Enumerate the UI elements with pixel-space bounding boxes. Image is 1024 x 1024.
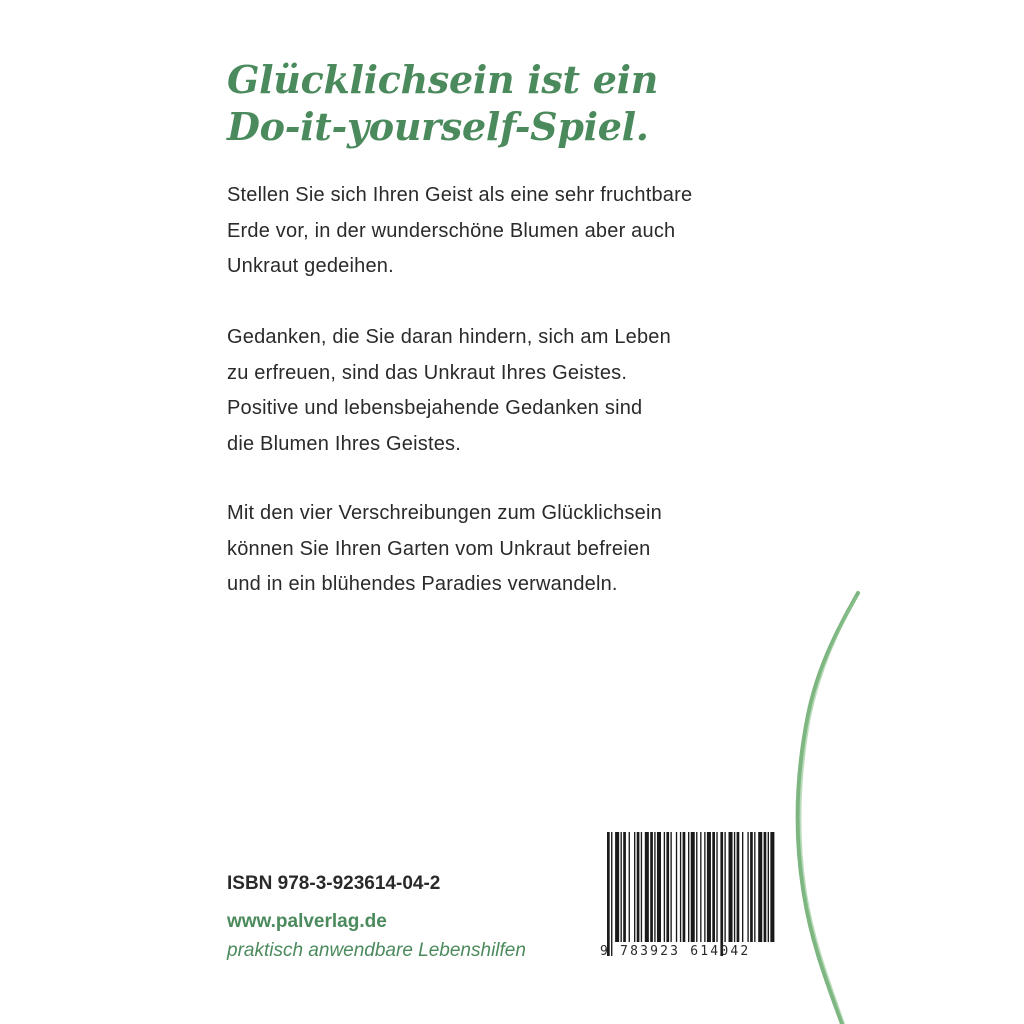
paragraph-3: [227, 496, 662, 603]
paragraph-3-line-3: und in ein blühendes Paradies verwandeln.: [227, 573, 618, 595]
barcode-bar: [742, 832, 743, 942]
barcode-bar: [611, 832, 612, 956]
paragraph-3-line-2: können Sie Ihren Garten vom Unkraut befreien: [227, 537, 651, 560]
publisher-tagline: praktisch anwendbare Lebenshilfen: [227, 940, 526, 961]
barcode-bar: [683, 832, 686, 942]
paragraph-2-line-1: Gedanken, die Sie daran hindern, sich am Leben: [227, 326, 671, 348]
barcode-bar: [634, 832, 635, 942]
barcode-bar: [729, 832, 733, 942]
barcode-bar: [623, 832, 626, 942]
barcode-bar: [680, 832, 681, 942]
barcode-bar: [615, 832, 619, 942]
barcode-bar: [716, 832, 717, 942]
barcode-bar: [696, 832, 697, 942]
paragraph-2: [227, 320, 671, 462]
barcode-bar: [754, 832, 755, 942]
barcode-bar: [691, 832, 695, 942]
barcode-bar: [704, 832, 705, 942]
barcode-bar: [654, 832, 655, 942]
barcode-bar: [750, 832, 753, 942]
barcode-bar: [666, 832, 669, 942]
barcode-bar: [688, 832, 689, 942]
barcode-bar: [707, 832, 711, 942]
barcode-bar: [645, 832, 649, 942]
paragraph-1-line-2: Erde vor, in der wunderschöne Blumen aber auch: [227, 219, 676, 242]
barcode-bar: [734, 832, 735, 942]
barcode-bar: [747, 832, 748, 942]
flower-stem-illustration: [770, 585, 880, 1024]
isbn-label: ISBN 978-3-923614-04-2: [227, 873, 441, 894]
barcode-bar: [621, 832, 622, 942]
barcode-bar: [657, 832, 661, 942]
headline: [227, 56, 658, 150]
paragraph-3-line-1: Mit den vier Verschreibungen zum Glücklichsein: [227, 502, 662, 524]
barcode-bar: [637, 832, 640, 942]
barcode-bar: [700, 832, 701, 942]
paragraph-1-line-1: Stellen Sie sich Ihren Geist als eine sehr fruchtbare: [227, 184, 693, 206]
paragraph-2-line-4: die Blumen Ihres Geistes.: [227, 432, 461, 455]
barcode-bar: [712, 832, 715, 942]
stem-stroke-texture: [800, 597, 856, 1024]
paragraph-1: [227, 178, 692, 285]
barcode-bar: [764, 832, 767, 942]
barcode-bar: [641, 832, 642, 942]
headline-line-1: Glücklichsein ist ein: [227, 57, 659, 102]
barcode-number: 9 783923 614042: [600, 944, 751, 959]
barcode-bar: [758, 832, 762, 942]
barcode-bar: [670, 832, 671, 942]
barcode-bar: [629, 832, 630, 942]
barcode-bar: [720, 832, 723, 956]
paragraph-1-line-3: Unkraut gedeihen.: [227, 255, 394, 277]
barcode-bar: [724, 832, 725, 942]
barcode-bar: [737, 832, 740, 942]
barcode-bar: [664, 832, 665, 942]
headline-line-2: Do-it-yourself-Spiel.: [227, 104, 649, 149]
paragraph-2-line-3: Positive und lebensbejahende Gedanken sind: [227, 397, 643, 419]
barcode-bar: [768, 832, 769, 942]
barcode-bar: [650, 832, 653, 942]
website-link[interactable]: www.palverlag.de: [227, 911, 387, 932]
barcode-bar: [607, 832, 610, 956]
barcode-bar: [676, 832, 677, 942]
paragraph-2-line-2: zu erfreuen, sind das Unkraut Ihres Geistes.: [227, 361, 628, 384]
